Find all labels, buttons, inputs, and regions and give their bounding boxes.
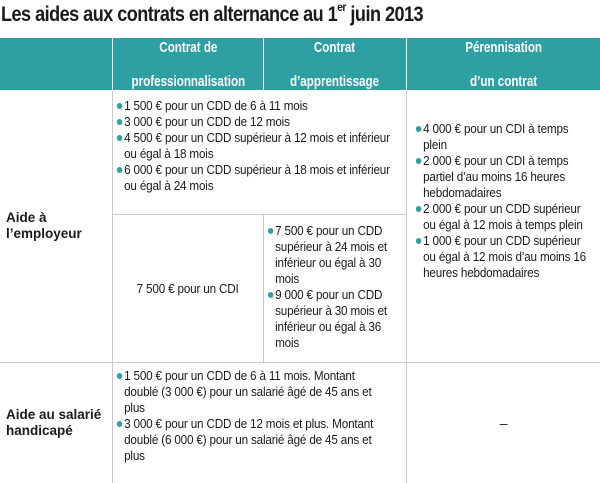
row-label-employeur: Aide à l’employeur: [0, 90, 113, 363]
aid-table: [0, 38, 600, 483]
list-item: 9 000 € pour un CDD supérieur à 30 mois et inférieur ou égal à 36 mois: [267, 287, 402, 351]
header-corner: [0, 38, 113, 90]
employeur-pro-cdi: 7 500 € pour un CDI: [113, 215, 264, 363]
list-item: 7 500 € pour un CDD supérieur à 24 mois et inférieur ou égal à 30 mois: [267, 223, 402, 287]
list-item: 2 000 € pour un CDI à temps partiel d’au moins 16 heures hebdomadaires: [415, 153, 592, 201]
handicape-perennisation: –: [499, 415, 508, 431]
page-title: Les aides aux contrats en alternance au 1er juin 2013: [1, 0, 424, 26]
header-apprentissage: Contrat d’apprentissage: [264, 38, 407, 90]
employeur-cdd-shared: [113, 90, 407, 215]
list-item: 1 000 € pour un CDD supérieur ou égal à 12 mois d’au moins 16 heures hebdomadaires: [415, 233, 592, 281]
header-perennisation: Pérennisation d’un contrat: [407, 38, 600, 90]
row-label-handicape: Aide au salarié handicapé: [0, 363, 113, 483]
employeur-apprentissage: [264, 215, 407, 363]
handicape-cdd-shared: [113, 363, 407, 483]
list-item: 4 500 € pour un CDD supérieur à 12 mois et inférieur ou égal à 18 mois: [116, 130, 400, 162]
header-professionnalisation: Contrat de professionnalisation: [113, 38, 264, 90]
list-item: 3 000 € pour un CDD de 12 mois et plus. Montant doublé (6 000 €) pour un salarié âgé de 45 ans et plus: [116, 416, 390, 464]
list-item: 1 500 € pour un CDD de 6 à 11 mois: [116, 98, 400, 114]
list-item: 6 000 € pour un CDD supérieur à 18 mois et inférieur ou égal à 24 mois: [116, 162, 400, 194]
list-item: 4 000 € pour un CDI à temps plein: [415, 121, 592, 153]
list-item: 2 000 € pour un CDD supérieur ou égal à 12 mois à temps plein: [415, 201, 592, 233]
employeur-perennisation: [407, 90, 600, 363]
list-item: 1 500 € pour un CDD de 6 à 11 mois. Montant doublé (3 000 €) pour un salarié âgé de 45 ans et plus: [116, 368, 390, 416]
list-item: 3 000 € pour un CDD de 12 mois: [116, 114, 400, 130]
